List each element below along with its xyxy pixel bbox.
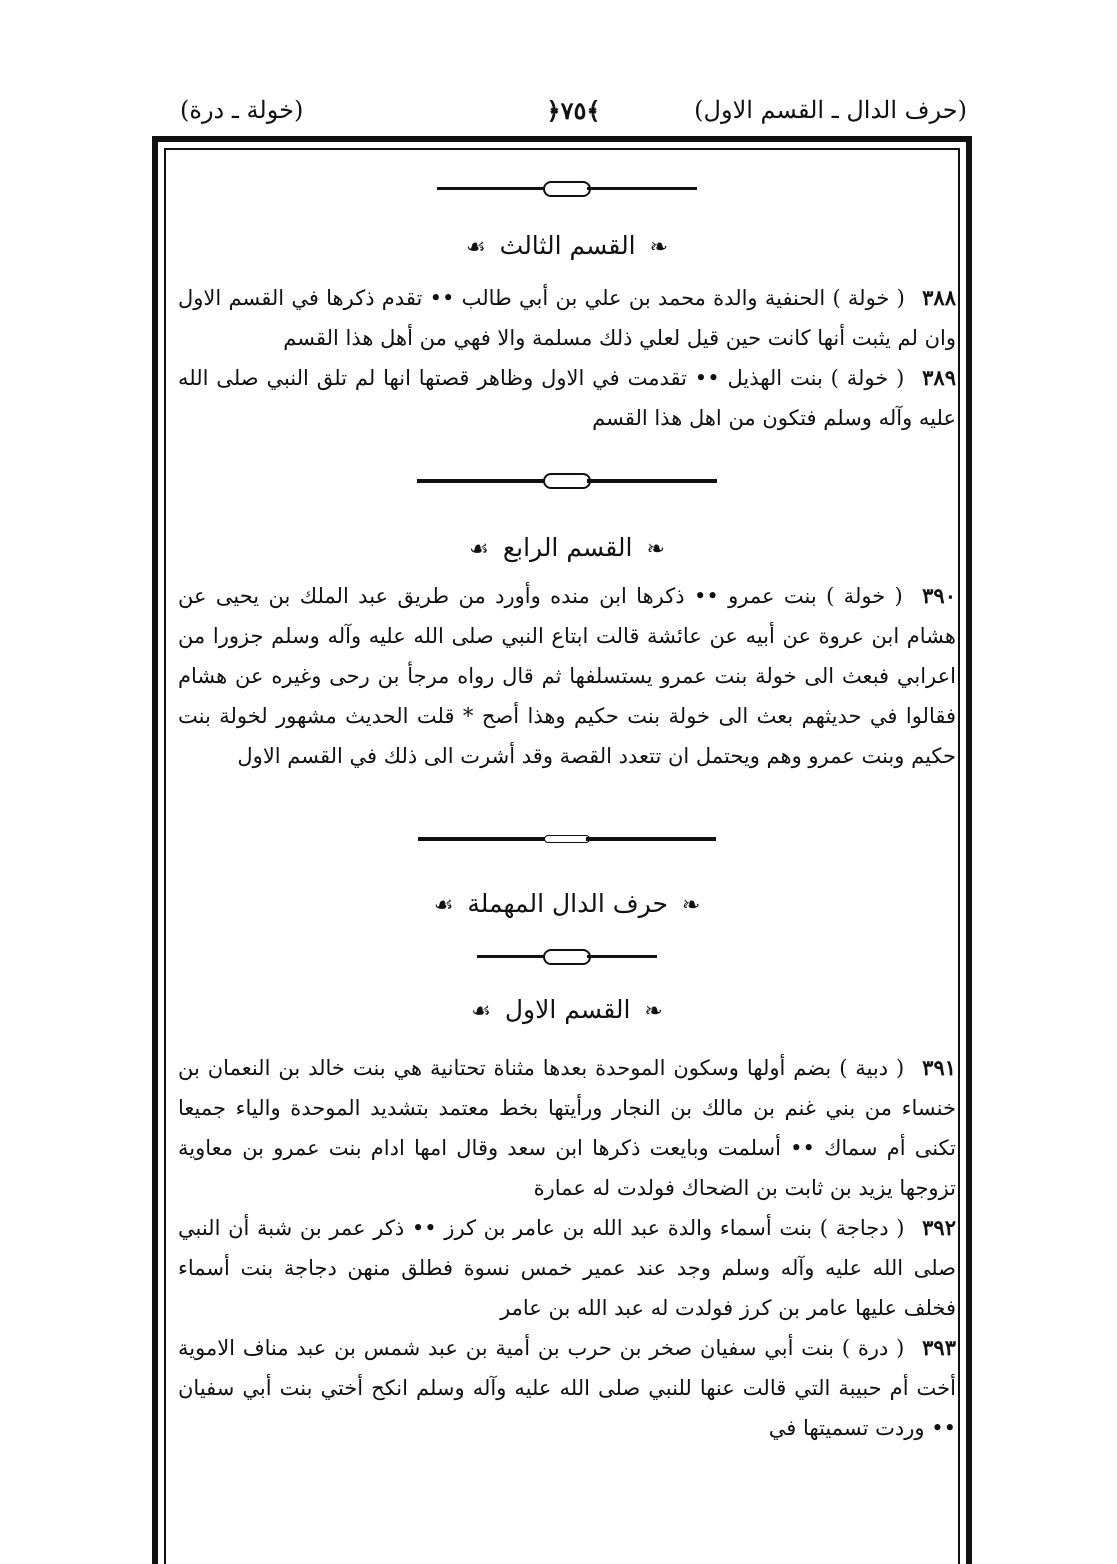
section-title: القسم الرابع <box>502 533 633 562</box>
entry-number: ٣٨٨ <box>922 285 956 310</box>
section-heading-first <box>178 990 956 1032</box>
section-title: القسم الاول <box>504 995 631 1024</box>
entry-number: ٣٨٩ <box>922 365 956 390</box>
entry-text: ( دجاجة ) بنت أسماء والدة عبد الله بن عامر بن كرز •• ذكر عمر بن شبة أن النبي صلى الله عليه وآله وسلم وجد عند عمير خمس نسوة فطلق منهن دجاجة بنت أسماء فخلف عليها عامر بن كرز فولدت له عبد الله بن عامر <box>178 1216 956 1320</box>
entry-text: ( خولة ) الحنفية والدة محمد بن علي بن أبي طالب •• تقدم ذكرها في القسم الاول وان لم يثبت أنها كانت حين قيل لعلي ذلك مسلمة والا فهي من أهل هذا القسم <box>178 286 956 350</box>
flourish-icon: ❧ <box>646 537 665 562</box>
section-heading-third <box>178 226 956 268</box>
flourish-icon: ☙ <box>433 893 454 918</box>
flourish-icon: ☙ <box>471 999 491 1024</box>
entry-389 <box>178 358 956 438</box>
ornament-divider <box>178 946 956 968</box>
flourish-icon: ❧ <box>649 235 669 260</box>
chapter-title: حرف الدال المهملة <box>467 889 668 918</box>
page-number: ﴿٧٥﴾ <box>546 96 601 125</box>
entry-text: ( خولة ) بنت الهذيل •• تقدمت في الاول وظاهر قصتها انها لم تلق النبي صلى الله عليه وآله وسلم فتكون من اهل هذا القسم <box>178 366 956 430</box>
section-title: القسم الثالث <box>499 231 636 260</box>
chapter-heading-dal <box>178 884 956 926</box>
page-header <box>180 96 967 136</box>
entry-392 <box>178 1208 956 1328</box>
header-section-title: (حرف الدال ـ القسم الاول) <box>694 96 967 124</box>
header-entry-range: (خولة ـ درة) <box>180 96 304 124</box>
flourish-icon: ☙ <box>469 537 489 562</box>
entry-388 <box>178 278 956 358</box>
flourish-icon: ❧ <box>644 999 663 1024</box>
section-heading-fourth <box>178 528 956 570</box>
ornament-divider <box>178 828 956 850</box>
entry-text: ( درة ) بنت أبي سفيان صخر بن حرب بن أمية بن عبد شمس بن عبد مناف الاموية أخت أم حبيبة التي قالت عنها للنبي صلى الله عليه وآله وسلم انكح أختي بنت أبي سفيان •• وردت تسميتها في <box>178 1336 956 1440</box>
entry-text: ( خولة ) بنت عمرو •• ذكرها ابن منده وأورد من طريق عبد الملك بن يحيى عن هشام ابن عروة عن أبيه عن عائشة قالت ابتاع النبي صلى الله عليه وآله وسلم جزورا من اعرابي فبعث الى خولة بنت عمرو يستسلفها ثم قال رواه مرجأ بن رحى وغيره عن هشام فقالوا في حديثهم بعث الى خولة بنت حكيم وهذا أصح * قلت الحديث مشهور لخولة بنت حكيم وبنت عمرو وهم ويحتمل ان تتعدد القصة وقد أشرت الى ذلك في القسم الاول <box>178 584 956 768</box>
entry-text: ( دبية ) بضم أولها وسكون الموحدة بعدها مثناة تحتانية هي بنت خالد بن النعمان بن خنساء من بني غنم بن مالك بن النجار ورأيتها بخط معتمد بتشديد الموحدة والياء جميعا تكنى أم سماك •• أسلمت وبايعت ذكرها ابن سعد وقال امها ادام بنت عمرو بن معاوية تزوجها يزيد بن ثابت بن الضحاك فولدت له عمارة <box>178 1056 956 1200</box>
flourish-icon: ❧ <box>681 893 701 918</box>
entry-number: ٣٩١ <box>922 1055 957 1080</box>
ornament-divider <box>178 178 956 200</box>
ornament-divider <box>178 470 956 492</box>
entry-393 <box>178 1328 956 1448</box>
entry-number: ٣٩٢ <box>922 1215 956 1240</box>
flourish-icon: ☙ <box>465 235 486 260</box>
page-content <box>178 176 956 1448</box>
entry-number: ٣٩٣ <box>922 1335 956 1360</box>
entry-number: ٣٩٠ <box>922 583 956 608</box>
entry-390 <box>178 576 956 776</box>
entry-391 <box>178 1048 956 1208</box>
